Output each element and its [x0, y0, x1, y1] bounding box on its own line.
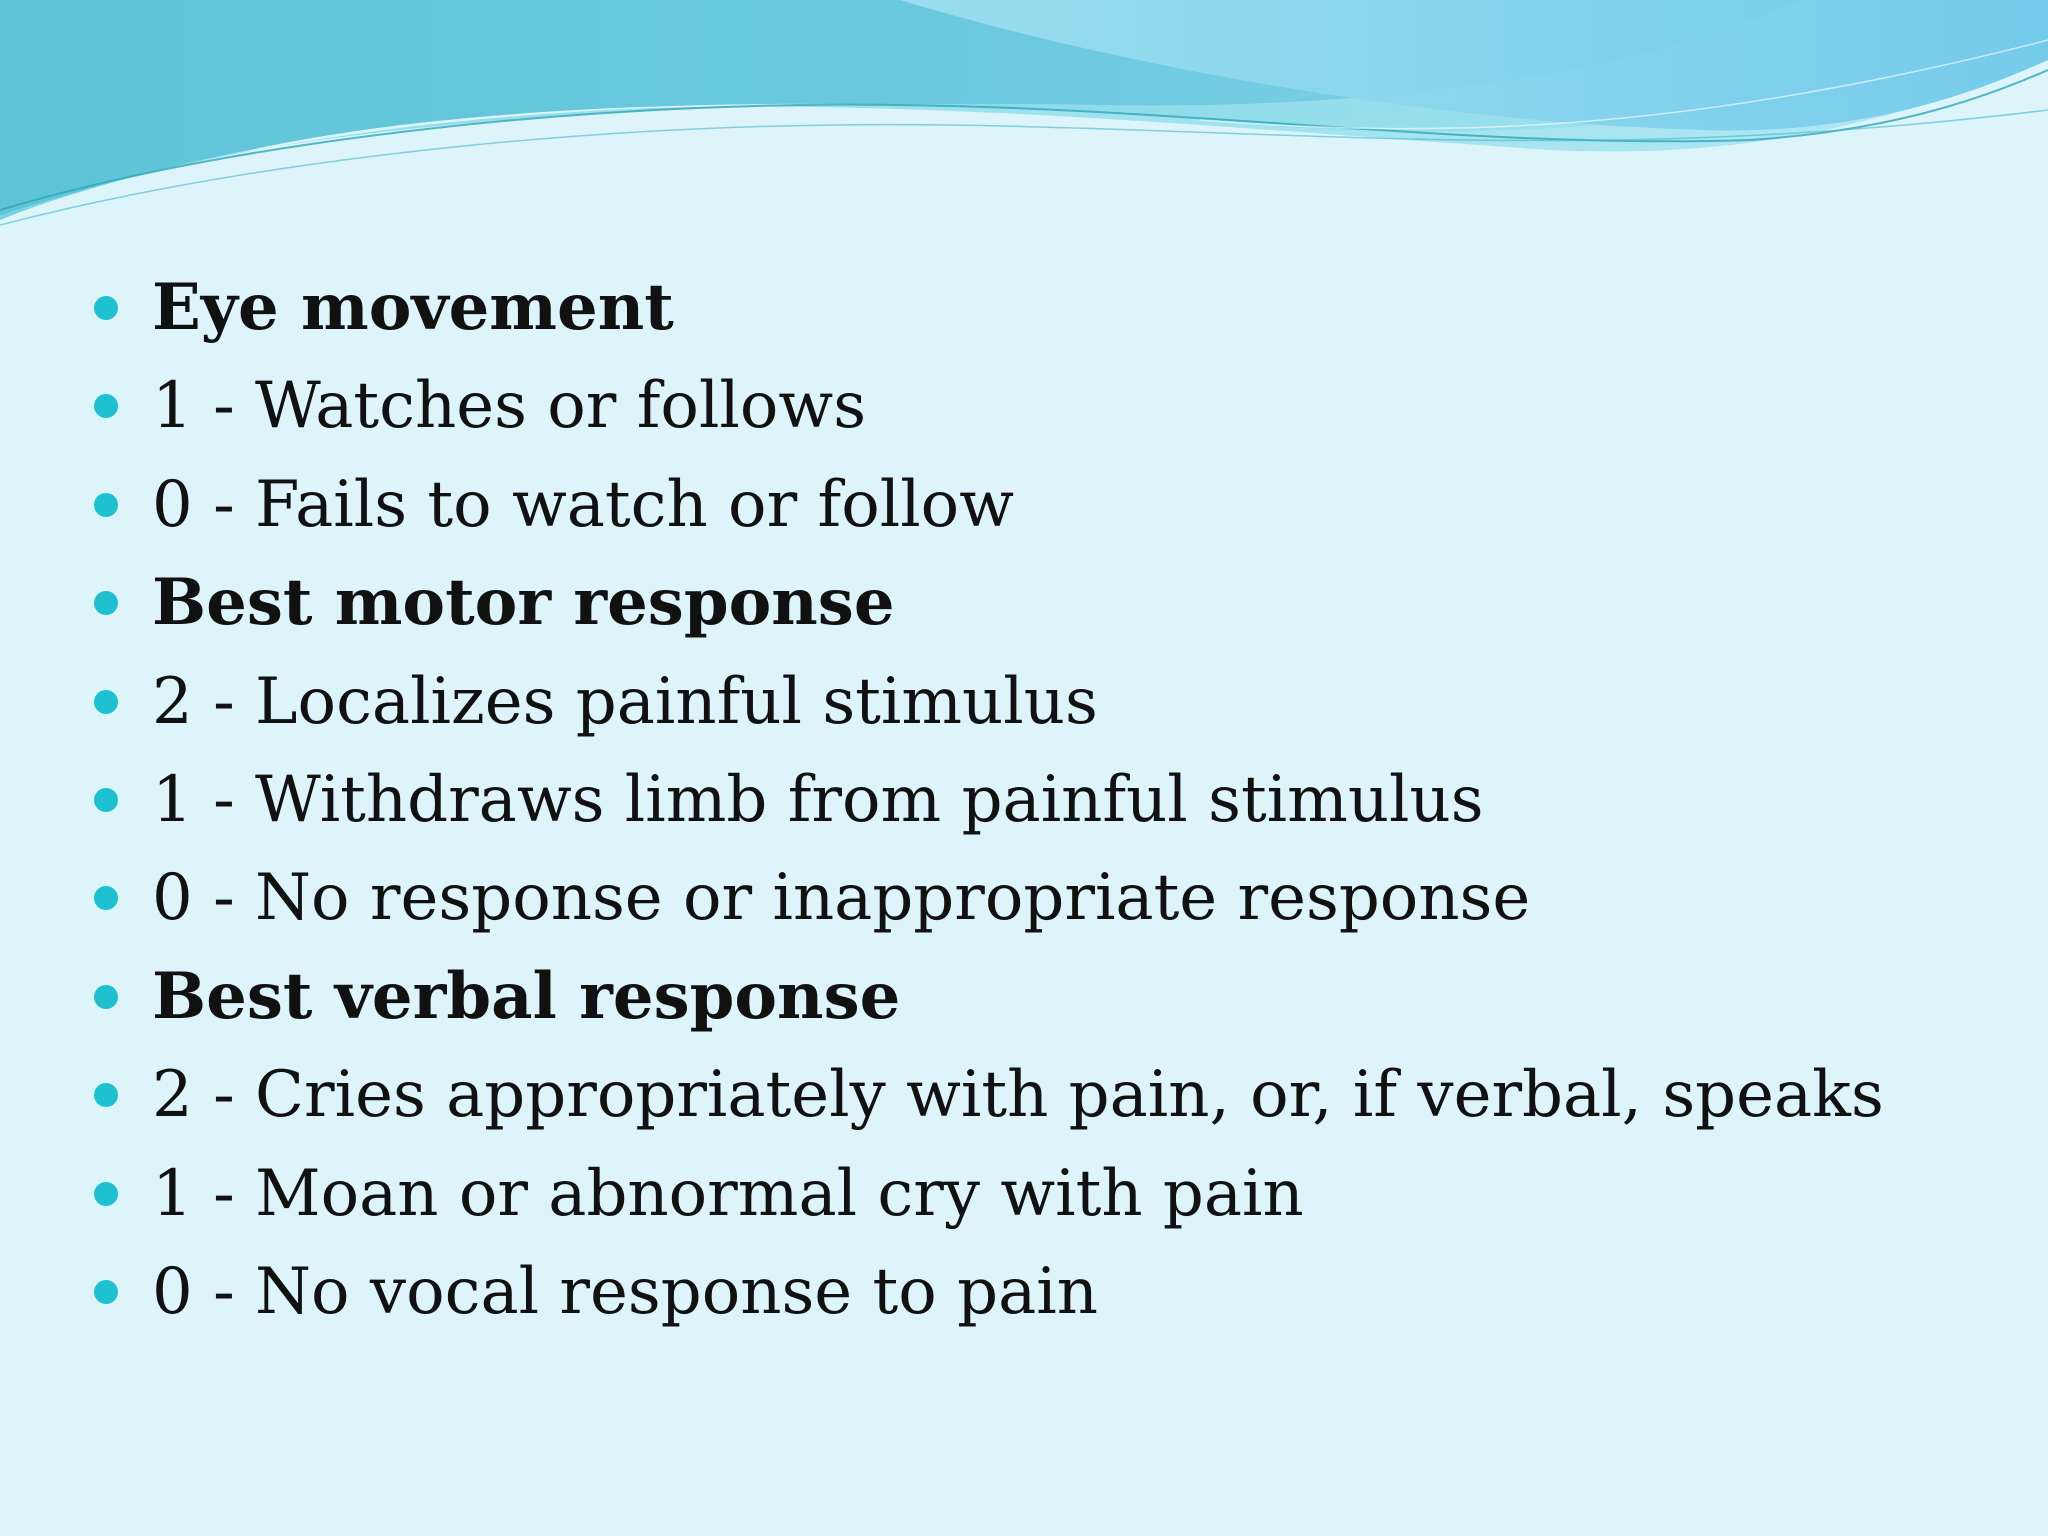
bullet-item	[88, 459, 1988, 557]
bullet-icon	[94, 1280, 118, 1304]
bullet-item	[88, 1049, 1988, 1147]
bullet-heading-eye-movement	[88, 262, 1988, 360]
bullet-text: 0 - No vocal response to pain	[152, 1254, 1098, 1329]
bullet-text: Eye movement	[152, 270, 674, 345]
bullet-heading-best-verbal-response	[88, 951, 1988, 1049]
bullet-icon	[94, 296, 118, 320]
bullet-icon	[94, 1083, 118, 1107]
bullet-icon	[94, 985, 118, 1009]
bullet-heading-best-motor-response	[88, 557, 1988, 655]
bullet-item	[88, 754, 1988, 852]
bullet-item	[88, 1148, 1988, 1246]
bullet-text: Best motor response	[152, 565, 895, 641]
bullet-icon	[94, 690, 118, 714]
bullet-icon	[94, 788, 118, 812]
bullet-item	[88, 360, 1988, 458]
bullet-list	[88, 262, 1988, 1344]
bullet-text: 0 - No response or inappropriate response	[152, 861, 1531, 936]
bullet-icon	[94, 1182, 118, 1206]
bullet-text: 0 - Fails to watch or follow	[152, 467, 1014, 542]
bullet-icon	[94, 591, 118, 615]
bullet-icon	[94, 493, 118, 517]
bullet-item	[88, 1246, 1988, 1344]
header-wave-decoration	[0, 0, 2048, 240]
bullet-item	[88, 852, 1988, 950]
bullet-text: 1 - Moan or abnormal cry with pain	[152, 1156, 1304, 1231]
bullet-text: 2 - Localizes painful stimulus	[152, 664, 1098, 739]
bullet-icon	[94, 886, 118, 910]
bullet-text: 1 - Withdraws limb from painful stimulus	[152, 762, 1484, 837]
bullet-text: 1 - Watches or follows	[152, 369, 867, 444]
slide-content	[88, 262, 1988, 1344]
bullet-icon	[94, 394, 118, 418]
bullet-text: 2 - Cries appropriately with pain, or, if verbal, speaks	[152, 1058, 1884, 1133]
bullet-text: Best verbal response	[152, 958, 901, 1034]
bullet-item	[88, 656, 1988, 754]
